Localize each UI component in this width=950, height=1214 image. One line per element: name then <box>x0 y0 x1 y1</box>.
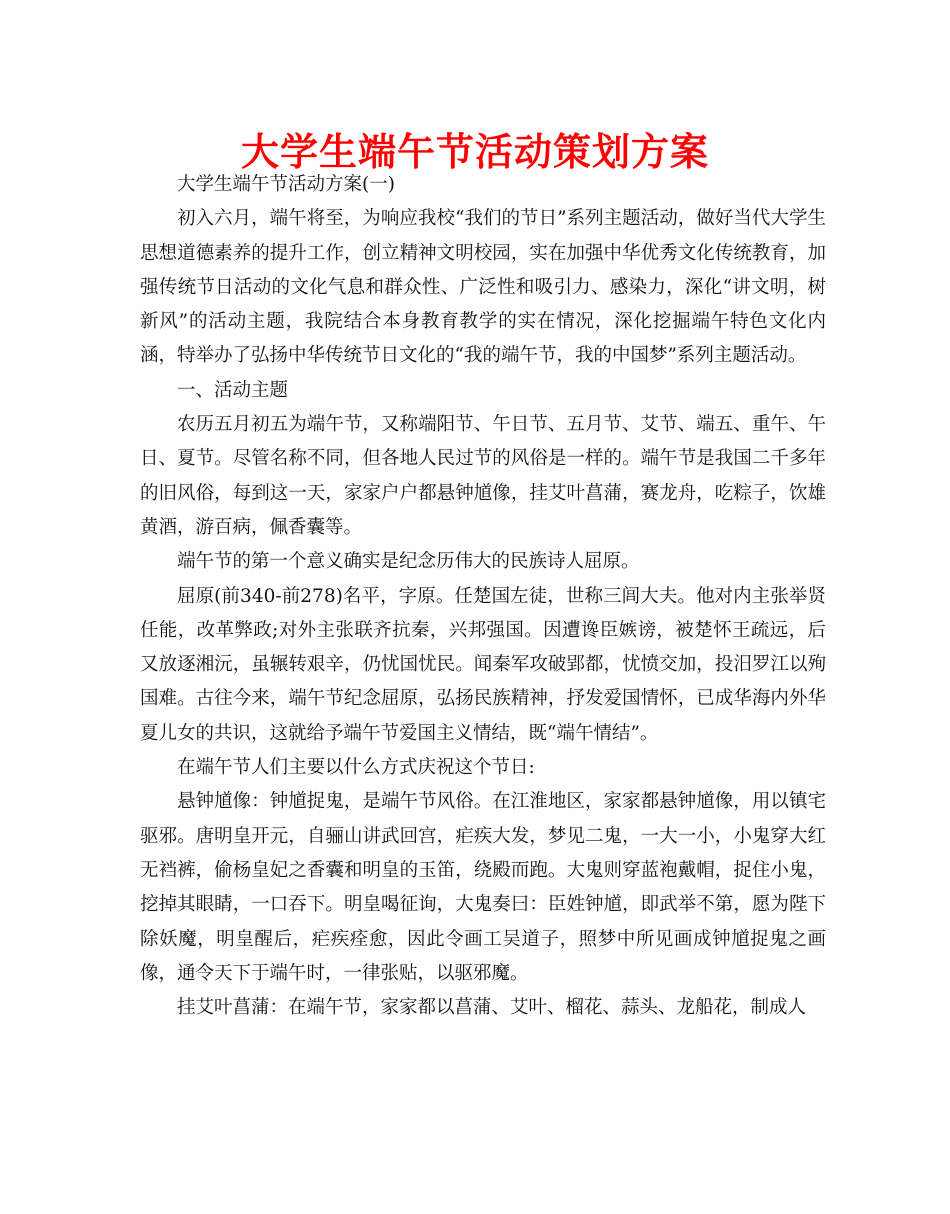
paragraph: 屈原(前340-前278)名平，字原。任楚国左徒，世称三闾大夫。他对内主张举贤任能，改革弊政;对外主张联齐抗秦，兴邦强国。因遭谗臣嫉谤，被楚怀王疏远，后又放逐湘沅，虽辗转艰辛，仍忧国忧民。闻秦军攻破郢都，忧愤交加，投汨罗江以殉国难。古往今来，端午节纪念屈原，弘扬民族精神，抒发爱国情怀，已成华海内外华夏儿女的共识，这就给予端午节爱国主义情结，既“端午情结”。 <box>140 585 826 744</box>
paragraph: 悬钟馗像：钟馗捉鬼，是端午节风俗。在江淮地区，家家都悬钟馗像，用以镇宅驱邪。唐明皇开元，自骊山讲武回宫，疟疾大发，梦见二鬼，一大一小，小鬼穿大红无裆裤，偷杨皇妃之香囊和明皇的玉笛，绕殿而跑。大鬼则穿蓝袍戴帽，捉住小鬼，挖掉其眼睛，一口吞下。明皇喝征询，大鬼奏曰：臣姓钟馗，即武举不第，愿为陛下除妖魔，明皇醒后，疟疾痊愈，因此令画工吴道子，照梦中所见画成钟馗捉鬼之画像，通令天下于端午时，一律张贴，以驱邪魔。 <box>140 791 826 984</box>
section-heading: 一、活动主题 <box>177 379 289 401</box>
paragraph: 端午节的第一个意义确实是纪念历伟大的民族诗人屈原。 <box>177 551 640 573</box>
paragraph: 在端午节人们主要以什么方式庆祝这个节日: <box>177 757 535 779</box>
paragraph: 农历五月初五为端午节，又称端阳节、午日节、五月节、艾节、端五、重午、午日、夏节。尽管名称不同，但各地人民过节的风俗是一样的。端午节是我国二千多年的旧风俗，每到这一天，家家户户都悬钟馗像，挂艾叶菖蒲，赛龙舟，吃粽子，饮雄黄酒，游百病，佩香囊等。 <box>140 414 826 538</box>
document-body <box>140 168 826 1025</box>
paragraph: 大学生端午节活动方案(一) <box>177 174 395 195</box>
paragraph: 初入六月，端午将至，为响应我校“我们的节日”系列主题活动，做好当代大学生思想道德素养的提升工作，创立精神文明校园，实在加强中华优秀文化传统教育，加强传统节日活动的文化气息和群众性、广泛性和吸引力、感染力，深化“讲文明，树新风”的活动主题，我院结合本身教育教学的实在情况，深化挖掘端午特色文化内涵，特举办了弘扬中华传统节日文化的“我的端午节，我的中国梦”系列主题活动。 <box>140 208 826 367</box>
document-title: 大学生端午节活动策划方案 <box>240 129 709 174</box>
paragraph: 挂艾叶菖蒲：在端午节，家家都以菖蒲、艾叶、榴花、蒜头、龙船花，制成人 <box>177 997 807 1019</box>
